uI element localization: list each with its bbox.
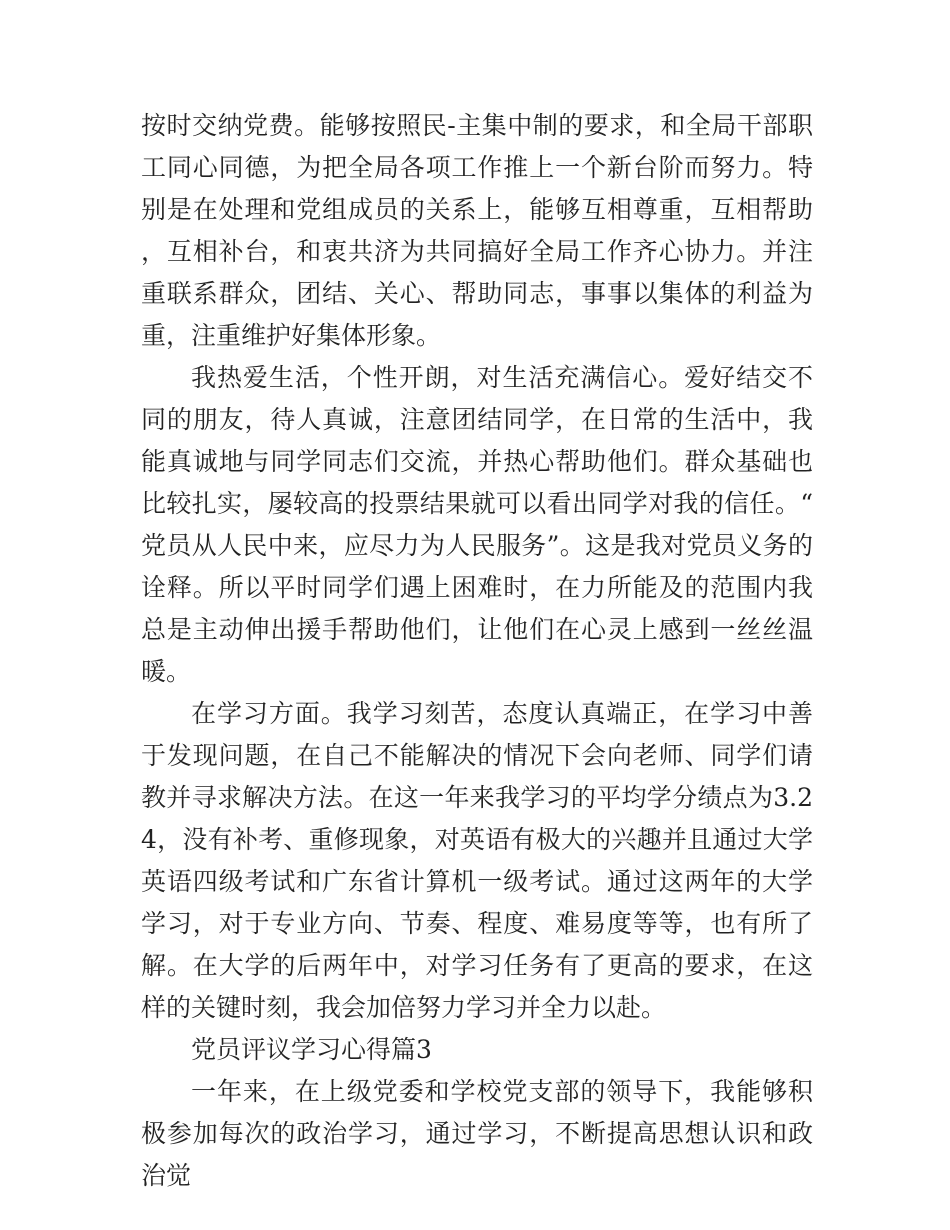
section-heading: 党员评议学习心得篇3 (191, 1035, 432, 1064)
paragraph-study: 在学习方面。我学习刻苦，态度认真端正，在学习中善于发现问题，在自己不能解决的情况下会向老师、同学们请教并寻求解决方法。在这一年来我学习的平均学分绩点为3.24，没有补考、重修现象，对英语有极大的兴趣并且通过大学英语四级考试和广东省计算机一级考试。通过这两年的大学学习，对于专业方向、节奏、程度、难易度等等，也有所了解。在大学的后两年中，对学习任务有了更高的要求，在这样的关键时刻，我会加倍努力学习并全力以赴。 (141, 699, 813, 1022)
paragraph-year-summary: 一年来，在上级党委和学校党支部的领导下，我能够积极参加每次的政治学习，通过学习，不断提高思想认识和政治觉 (141, 1077, 813, 1190)
paragraph-life-attitude: 我热爱生活，个性开朗，对生活充满信心。爱好结交不同的朋友，待人真诚，注意团结同学，在日常的生活中，我能真诚地与同学同志们交流，并热心帮助他们。群众基础也比较扎实，屡较高的投票结果就可以看出同学对我的信任。“党员从人民中来，应尽力为人民服务”。这是我对党员义务的诠释。所以平时同学们遇上困难时，在力所能及的范围内我总是主动伸出援手帮助他们，让他们在心灵上感到一丝丝温暖。 (141, 363, 813, 686)
document-body (141, 105, 813, 1197)
paragraph-party-dues: 按时交纳党费。能够按照民-主集中制的要求，和全局干部职工同心同德，为把全局各项工作推上一个新台阶而努力。特别是在处理和党组成员的关系上，能够互相尊重，互相帮助，互相补台，和衷共济为共同搞好全局工作齐心协力。并注重联系群众，团结、关心、帮助同志，事事以集体的利益为重，注重维护好集体形象。 (141, 111, 813, 350)
